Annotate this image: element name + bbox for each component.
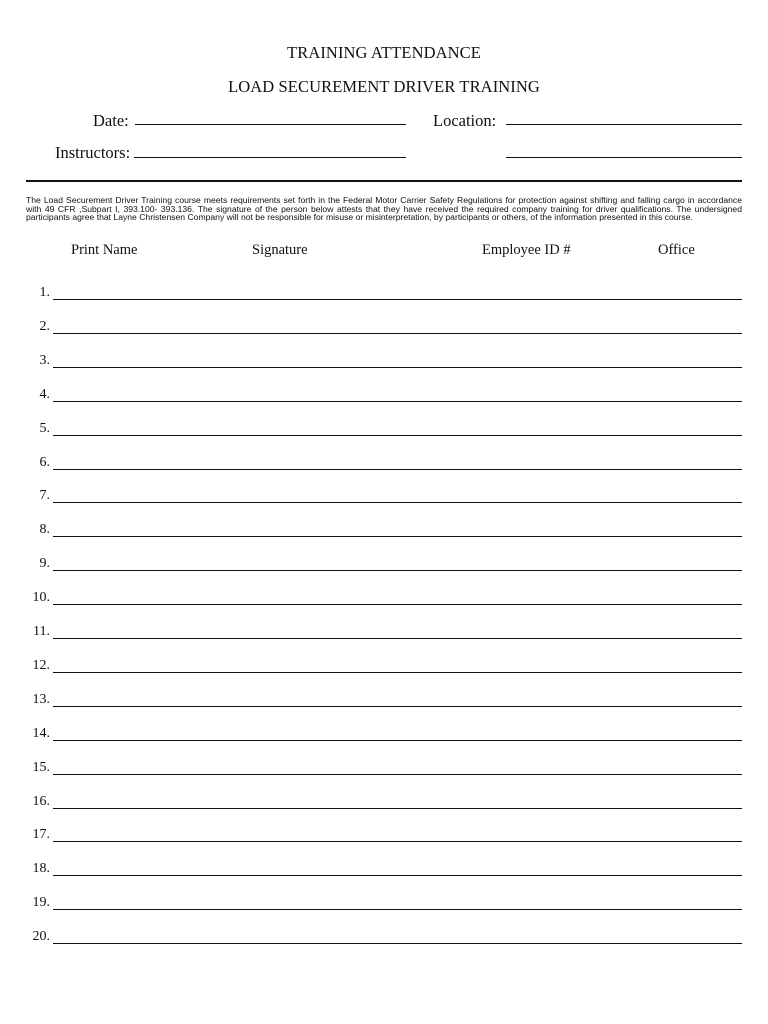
attendance-row [0, 280, 768, 300]
signature-line[interactable] [53, 367, 742, 368]
signature-line[interactable] [53, 774, 742, 775]
attendance-row [0, 890, 768, 910]
row-number: 12. [32, 658, 50, 673]
signature-line[interactable] [53, 638, 742, 639]
date-label: Date: [93, 111, 129, 130]
row-number: 4. [39, 387, 50, 402]
instructors-field[interactable] [134, 157, 406, 158]
row-number: 17. [32, 827, 50, 842]
signature-line[interactable] [53, 333, 742, 334]
signature-line[interactable] [53, 299, 742, 300]
attendance-row [0, 924, 768, 944]
attendance-row [0, 653, 768, 673]
signature-line[interactable] [53, 469, 742, 470]
signature-line[interactable] [53, 536, 742, 537]
attendance-row [0, 348, 768, 368]
signature-line[interactable] [53, 943, 742, 944]
instructors-field-2[interactable] [506, 157, 742, 158]
row-number: 6. [39, 455, 50, 470]
signature-line[interactable] [53, 909, 742, 910]
row-number: 13. [32, 692, 50, 707]
attendance-row [0, 416, 768, 436]
signature-line[interactable] [53, 740, 742, 741]
attendance-row [0, 619, 768, 639]
signature-line[interactable] [53, 435, 742, 436]
attendance-row [0, 856, 768, 876]
signature-line[interactable] [53, 706, 742, 707]
column-header-print-name: Print Name [71, 242, 138, 258]
attendance-row [0, 382, 768, 402]
row-number: 16. [32, 794, 50, 809]
signature-line[interactable] [53, 808, 742, 809]
attendance-row [0, 585, 768, 605]
attendance-row [0, 822, 768, 842]
column-header-signature: Signature [252, 242, 308, 258]
row-number: 14. [32, 726, 50, 741]
row-number: 2. [39, 319, 50, 334]
row-number: 9. [39, 556, 50, 571]
row-number: 18. [32, 861, 50, 876]
attendance-row [0, 483, 768, 503]
attendance-row [0, 517, 768, 537]
signature-line[interactable] [53, 875, 742, 876]
attendance-row [0, 789, 768, 809]
signature-line[interactable] [53, 401, 742, 402]
attendance-row [0, 755, 768, 775]
form-title: TRAINING ATTENDANCE [287, 43, 481, 62]
row-number: 11. [33, 624, 50, 639]
signature-line[interactable] [53, 502, 742, 503]
column-header-employee-id: Employee ID # [482, 242, 571, 258]
attendance-row [0, 687, 768, 707]
signature-line[interactable] [53, 570, 742, 571]
signature-line[interactable] [53, 841, 742, 842]
attendance-row [0, 551, 768, 571]
location-label: Location: [433, 111, 497, 130]
attendance-row [0, 721, 768, 741]
signature-line[interactable] [53, 604, 742, 605]
row-number: 1. [39, 285, 50, 300]
row-number: 15. [32, 760, 50, 775]
row-number: 19. [32, 895, 50, 910]
row-number: 8. [39, 522, 50, 537]
date-field[interactable] [135, 124, 406, 125]
row-number: 5. [39, 421, 50, 436]
signature-line[interactable] [53, 672, 742, 673]
attendance-row [0, 450, 768, 470]
row-number: 7. [39, 488, 50, 503]
divider-rule [26, 180, 742, 182]
row-number: 3. [39, 353, 50, 368]
row-number: 10. [32, 590, 50, 605]
instructors-label: Instructors: [55, 143, 131, 162]
location-field[interactable] [506, 124, 742, 125]
row-number: 20. [32, 929, 50, 944]
form-subtitle: LOAD SECUREMENT DRIVER TRAINING [228, 77, 540, 96]
column-header-office: Office [658, 242, 695, 258]
compliance-notice: The Load Securement Driver Training course meets requirements set forth in the Federal Motor Carrier Safety Regulations for protection against shifting and falling cargo in accordance with 49 CFR ,Subpart I, 393.100- 393.136. The signature of the person below attests that they have received the required company training for driver qualifications. The undersigned participants agree that Layne Christensen Company will not be responsible for misuse or misinterpretation, by participants or others, of the information presented in this course. [26, 195, 742, 223]
attendance-row [0, 314, 768, 334]
